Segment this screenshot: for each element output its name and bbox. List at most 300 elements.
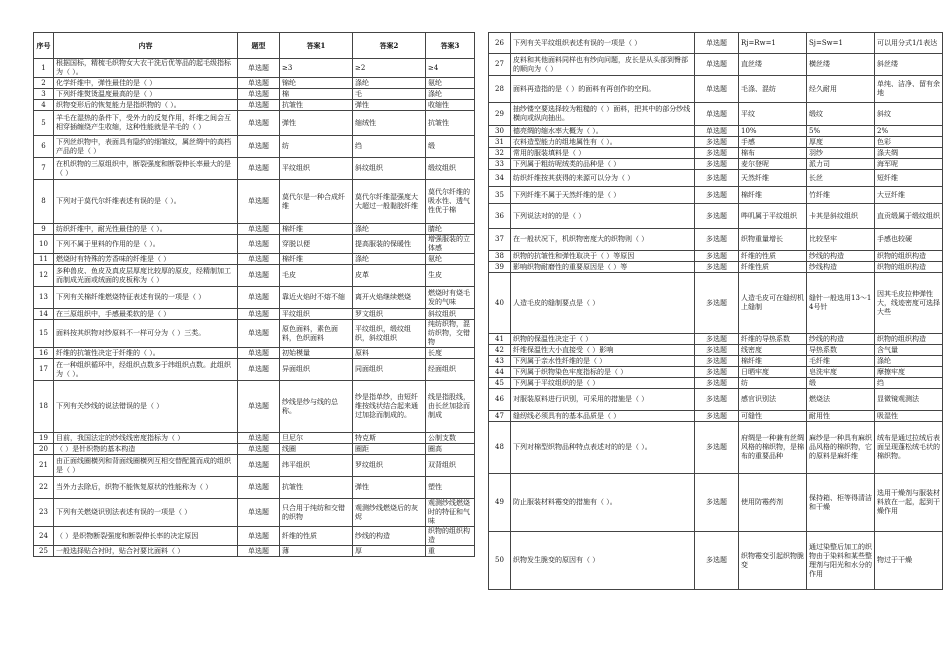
answer-3: 燃烧时有烧毛发的气味 (426, 287, 475, 309)
table-row (489, 103, 943, 126)
table-row (34, 546, 475, 557)
table-row (34, 158, 475, 180)
question-no: 17 (34, 359, 54, 381)
question-no: 2 (34, 78, 54, 89)
answer-1: 平纹组织 (280, 309, 353, 320)
table-row (34, 309, 475, 320)
answer-1: 纤维的性质 (280, 527, 353, 546)
table-row (34, 455, 475, 477)
question-content: 纤维的抗皱性决定于纤维的（ ）。 (54, 348, 238, 359)
answer-2: 离开火焰继续燃烧 (353, 287, 426, 309)
answer-1: 抗皱性 (280, 477, 353, 499)
question-no: 32 (489, 148, 511, 159)
question-content: 抽纱镂空要选择较为粗糙的（ ）面料，把其中的部分纱线横向或纵向抽出。 (511, 103, 695, 126)
answer-1: 纤维的性质 (739, 251, 807, 262)
question-content: （ ）是织物断裂强度和断裂伸长率的决定原因 (54, 527, 238, 546)
table-row (489, 273, 943, 334)
question-no: 3 (34, 89, 54, 100)
question-no: 35 (489, 187, 511, 204)
table-header-row (34, 33, 475, 59)
question-no: 16 (34, 348, 54, 359)
table-row (34, 265, 475, 287)
header-answer-2: 答案2 (353, 33, 426, 59)
table-row (489, 251, 943, 262)
question-no: 36 (489, 204, 511, 229)
answer-1: 天然纤维 (739, 170, 807, 187)
table-row (489, 126, 943, 137)
answer-1: 棉 (280, 89, 353, 100)
answer-2: 罗文组织 (353, 309, 426, 320)
answer-3: 物过于干燥 (875, 532, 943, 590)
answer-1: 手感 (739, 137, 807, 148)
answer-2: 斜纹组织 (353, 158, 426, 180)
table-row (34, 78, 475, 89)
question-type: 多选题 (695, 356, 739, 367)
table-row (489, 137, 943, 148)
question-no: 22 (34, 477, 54, 499)
question-content: 目前，我国法定的纱线线密度指标为（ ） (54, 433, 238, 444)
table-row (489, 367, 943, 378)
question-content: 下列纤维不属于天然纤维的是（ ） (511, 187, 695, 204)
answer-1: 毛皮 (280, 265, 353, 287)
question-type: 单选题 (238, 348, 280, 359)
answer-2: 原料 (353, 348, 426, 359)
answer-1: 初始模量 (280, 348, 353, 359)
question-no: 33 (489, 159, 511, 170)
question-no: 5 (34, 111, 54, 136)
answer-1: 纺 (280, 136, 353, 158)
question-content: 缝纫线必须具有的基本品质是（ ） (511, 411, 695, 422)
answer-3: 摩擦牢度 (875, 367, 943, 378)
answer-2: 圈距 (353, 444, 426, 455)
question-no: 45 (489, 378, 511, 389)
question-content: 下列对棉型织物品种特点表述对的的是（ ）。 (511, 422, 695, 474)
answer-3: 线是指股线，由长丝加捻而制成 (426, 381, 475, 433)
answer-3: 织物的组织构造 (426, 527, 475, 546)
question-type: 单选题 (238, 180, 280, 224)
table-row (489, 229, 943, 251)
question-content: 衣料造型能力的组地属性有（ ）。 (511, 137, 695, 148)
question-type: 单选题 (238, 224, 280, 235)
answer-1: 日晒牢度 (739, 367, 807, 378)
question-no: 29 (489, 103, 511, 126)
question-type: 单选题 (238, 359, 280, 381)
question-content: 下列丝织物中，表面具有隐约的细皱纹，属丝绸中的高档产品的是（ ） (54, 136, 238, 158)
table-row (34, 320, 475, 348)
table-row (34, 89, 475, 100)
table-row (489, 204, 943, 229)
question-type: 单选题 (238, 100, 280, 111)
answer-3: 短纤维 (875, 170, 943, 187)
answer-2: 毛 (353, 89, 426, 100)
question-content: 下列属于亲水性纤维的是（ ） (511, 356, 695, 367)
question-no: 27 (489, 54, 511, 76)
answer-3: 织物的组织构造 (875, 262, 943, 273)
answer-2: 麻纱是一种具有麻织品风格的棉织物，它的原料是麻纤维 (807, 422, 875, 474)
question-content: 下列有关平纹组织表述有误的一项是（ ） (511, 33, 695, 54)
question-table-right (488, 32, 943, 590)
question-no: 37 (489, 229, 511, 251)
question-content: 面料再造指的是（ ）的面料有再创作的空间。 (511, 76, 695, 103)
answer-3: 绒布是通过拉绒后表面呈现蓬松绒毛状的棉织物。 (875, 422, 943, 474)
answer-3: 织物的组织构造 (875, 334, 943, 345)
question-content: 下列属于织物染色牢度指标的是（ ） (511, 367, 695, 378)
question-type: 多选题 (695, 204, 739, 229)
answer-1: 10% (739, 126, 807, 137)
header-content: 内容 (54, 33, 238, 59)
question-type: 单选题 (238, 527, 280, 546)
question-type: 单选题 (238, 136, 280, 158)
question-table-left (33, 32, 475, 557)
answer-3: 涤纶 (426, 89, 475, 100)
question-type: 多选题 (695, 170, 739, 187)
answer-3: 观测纱线燃烧时的特征和气味 (426, 499, 475, 527)
table-row (489, 187, 943, 204)
answer-2: 经久耐用 (807, 76, 875, 103)
question-content: 纺织纤维中，耐光性最佳的是（ ）。 (54, 224, 238, 235)
question-type: 多选题 (695, 229, 739, 251)
answer-3: 吸湿性 (875, 411, 943, 422)
question-content: 常用的服装填料是（ ） (511, 148, 695, 159)
answer-3: 公制支数 (426, 433, 475, 444)
answer-2: 涤纶 (353, 224, 426, 235)
question-type: 单选题 (238, 477, 280, 499)
table-row (489, 54, 943, 76)
answer-3: 增强服装的立体感 (426, 235, 475, 254)
question-no: 34 (489, 170, 511, 187)
answer-3: 长度 (426, 348, 475, 359)
table-row (34, 381, 475, 433)
answer-2: 罗纹组织 (353, 455, 426, 477)
answer-2: 派力司 (807, 159, 875, 170)
answer-3: 氨纶 (426, 78, 475, 89)
answer-1: 纬平组织 (280, 455, 353, 477)
answer-2: 卡其是斜纹组织 (807, 204, 875, 229)
answer-2: 耐用性 (807, 411, 875, 422)
table-row (34, 359, 475, 381)
table-row (489, 411, 943, 422)
question-type: 多选题 (695, 334, 739, 345)
table-row (34, 235, 475, 254)
question-content: 根据国标，精梳毛织物女大衣干洗后优等品的起毛级指标为（ ）。 (54, 59, 238, 78)
answer-2: 皂洗牢度 (807, 367, 875, 378)
table-row (34, 527, 475, 546)
table-row (489, 76, 943, 103)
question-type: 多选题 (695, 273, 739, 334)
question-content: 多种兽皮、鱼皮及真皮层厚度比较厚的原皮，经精制加工而制成光面或绒面的皮板称为（ ） (54, 265, 238, 287)
answer-3: 手感也较硬 (875, 229, 943, 251)
question-content: 纺织纤维按其获得的来源可以分为（ ） (511, 170, 695, 187)
question-type: 单选题 (238, 444, 280, 455)
question-no: 47 (489, 411, 511, 422)
answer-3: 涤夫绸 (875, 148, 943, 159)
answer-3: 色彩 (875, 137, 943, 148)
answer-3: ≥4 (426, 59, 475, 78)
question-type: 单选题 (238, 309, 280, 320)
table-row (34, 348, 475, 359)
answer-1: 棉布 (739, 148, 807, 159)
answer-1: 织物重量增长 (739, 229, 807, 251)
answer-3: 氨纶 (426, 254, 475, 265)
question-type: 单选题 (238, 59, 280, 78)
question-content: （ ）是针织物的基本构造 (54, 444, 238, 455)
answer-2: 同面组织 (353, 359, 426, 381)
answer-1: 毛涤、混纺 (739, 76, 807, 103)
answer-3: 经面组织 (426, 359, 475, 381)
question-no: 1 (34, 59, 54, 78)
answer-1: 异面组织 (280, 359, 353, 381)
answer-2: 纱线的构造 (807, 334, 875, 345)
header-type: 题型 (238, 33, 280, 59)
question-content: 在一种组织循环中，经组织点数多于纬组织点数。此组织为（ ）。 (54, 359, 238, 381)
answer-2: 纱线的构造 (807, 251, 875, 262)
question-type: 单选题 (238, 89, 280, 100)
table-row (489, 159, 943, 170)
table-row (489, 345, 943, 356)
answer-1: 旦尼尔 (280, 433, 353, 444)
question-table-right-body (489, 33, 943, 590)
question-type: 多选题 (695, 411, 739, 422)
answer-3: 纯纺织物，混纺织物，交错物 (426, 320, 475, 348)
question-content: 下列有关燃烧识别法表述有误的一项是（ ） (54, 499, 238, 527)
question-content: 在机织物的三原组织中，断裂强度和断裂伸长率最大的是（ ） (54, 158, 238, 180)
question-no: 12 (34, 265, 54, 287)
question-type: 多选题 (695, 137, 739, 148)
question-type: 多选题 (695, 474, 739, 532)
table-row (489, 170, 943, 187)
answer-1: 直丝缕 (739, 54, 807, 76)
answer-1: ≥3 (280, 59, 353, 78)
question-type: 单选题 (238, 381, 280, 433)
answer-1: 只合用于纯纺和交错的织物 (280, 499, 353, 527)
answer-3: 缎纹组织 (426, 158, 475, 180)
table-row (34, 59, 475, 78)
question-content: 影响织物耐磨性的重要原因是（ ）等 (511, 262, 695, 273)
answer-3: 收缩性 (426, 100, 475, 111)
header-answer-3: 答案3 (426, 33, 475, 59)
question-no: 30 (489, 126, 511, 137)
answer-3: 抗皱性 (426, 111, 475, 136)
question-no: 14 (34, 309, 54, 320)
answer-1: 薄 (280, 546, 353, 557)
answer-2: 纱线构造 (807, 262, 875, 273)
question-no: 23 (34, 499, 54, 527)
answer-1: 使用防霉药剂 (739, 474, 807, 532)
answer-1: 弹性 (280, 111, 353, 136)
answer-1: 人造毛皮可在缝纫机上缝制 (739, 273, 807, 334)
question-no: 26 (489, 33, 511, 54)
answer-2: 涤纶 (353, 254, 426, 265)
question-content: 对服装原料进行识别，可采用的措施是（ ） (511, 389, 695, 411)
header-answer-1: 答案1 (280, 33, 353, 59)
answer-2: 5% (807, 126, 875, 137)
question-content: 在一般状况下，机织物密度大的织物则（ ） (511, 229, 695, 251)
answer-2: Sj=Sw=1 (807, 33, 875, 54)
question-type: 多选题 (695, 251, 739, 262)
question-content: 人造毛皮的缝制要点是（ ） (511, 273, 695, 334)
table-row (34, 180, 475, 224)
question-no: 43 (489, 356, 511, 367)
table-row (34, 287, 475, 309)
question-content: 织物变形后的恢复能力是指织物的（ ）。 (54, 100, 238, 111)
answer-3: 斜丝缕 (875, 54, 943, 76)
question-type: 单选题 (695, 76, 739, 103)
question-content: 下列说法对的的是（ ） (511, 204, 695, 229)
question-content: 面料按其织物对纱原料不一样可分为（ ）三类。 (54, 320, 238, 348)
question-type: 多选题 (695, 159, 739, 170)
question-no: 25 (34, 546, 54, 557)
answer-3: 因其毛皮拉伸弹性大，线迹密度可选择大些 (875, 273, 943, 334)
answer-2: 缎 (807, 378, 875, 389)
table-row (489, 532, 943, 590)
answer-1: 莫代尔是一种合成纤维 (280, 180, 353, 224)
question-content: 下列不属于里料的作用的是（ ）。 (54, 235, 238, 254)
answer-1: 感官识别法 (739, 389, 807, 411)
answer-3: 莫代尔纤维的吸水性、透气性优于棉 (426, 180, 475, 224)
answer-2: 弹性 (353, 100, 426, 111)
answer-2: 特克斯 (353, 433, 426, 444)
table-row (34, 254, 475, 265)
question-type: 单选题 (238, 546, 280, 557)
question-content: 防止服装材料霉变的措施有（ ）。 (511, 474, 695, 532)
question-no: 7 (34, 158, 54, 180)
answer-3: 显微镜观测法 (875, 389, 943, 411)
answer-1: 棉纤维 (280, 224, 353, 235)
question-type: 单选题 (238, 320, 280, 348)
table-row (34, 444, 475, 455)
answer-2: 导热系数 (807, 345, 875, 356)
question-content: 一般选择贴合衬时，贴合衬要比面料（ ） (54, 546, 238, 557)
question-no: 19 (34, 433, 54, 444)
answer-3: 绉 (875, 378, 943, 389)
question-type: 多选题 (695, 422, 739, 474)
answer-3: 直贡缎属于缎纹组织 (875, 204, 943, 229)
answer-2: 观测纱线燃烧后的灰烬 (353, 499, 426, 527)
header-no: 序号 (34, 33, 54, 59)
question-content: 燃烧时有特殊的芳香味的纤维是（ ） (54, 254, 238, 265)
question-content: 下列纤维熨烫温度最高的是（ ） (54, 89, 238, 100)
answer-1: 纤维性质 (739, 262, 807, 273)
answer-1: 靠近火焰时不熔不缩 (280, 287, 353, 309)
answer-3: 重 (426, 546, 475, 557)
question-content: 下列对于莫代尔纤维表述有误的是（ ）。 (54, 180, 238, 224)
answer-2: 纱是指单纱，由短纤维按线状结合起来通过加捻而制成的。 (353, 381, 426, 433)
answer-1: 府绸是一种兼有丝绸风格的棉织物，是棉布的重要品种 (739, 422, 807, 474)
answer-2: 毛纤维 (807, 356, 875, 367)
question-type: 单选题 (695, 126, 739, 137)
question-type: 多选题 (695, 187, 739, 204)
question-no: 44 (489, 367, 511, 378)
question-type: 多选题 (695, 389, 739, 411)
question-no: 38 (489, 251, 511, 262)
question-type: 单选题 (238, 158, 280, 180)
question-content: 皮料和其他面料同样也有纱向问题，皮长是从头部到臀部的顺向为（ ） (511, 54, 695, 76)
question-no: 28 (489, 76, 511, 103)
answer-3: 斜纹组织 (426, 309, 475, 320)
answer-2: 莫代尔纤维湿强度大大超过一般黏胶纤维 (353, 180, 426, 224)
answer-1: 织物霉变引起织物脆变 (739, 532, 807, 590)
table-row (489, 262, 943, 273)
table-row (34, 224, 475, 235)
answer-3: 双背组织 (426, 455, 475, 477)
answer-1: 穿脱以便 (280, 235, 353, 254)
answer-2: 长丝 (807, 170, 875, 187)
question-content: 羊毛在湿热的条件下，受外力的反复作用，纤维之间会互相穿插缠绕产生收缩，这种性能就是羊毛的（ ） (54, 111, 238, 136)
answer-1: 麦尔登呢 (739, 159, 807, 170)
question-no: 46 (489, 389, 511, 411)
question-no: 20 (34, 444, 54, 455)
table-row (489, 378, 943, 389)
answer-1: 纤维的导热系数 (739, 334, 807, 345)
answer-2: 厚度 (807, 137, 875, 148)
question-type: 单选题 (238, 111, 280, 136)
answer-3: 单纯、洁净、留有余地 (875, 76, 943, 103)
question-no: 41 (489, 334, 511, 345)
answer-2: 皮革 (353, 265, 426, 287)
answer-3: 大豆纤维 (875, 187, 943, 204)
question-content: 德亮绸的缩水率大概为（ ）。 (511, 126, 695, 137)
answer-2: 提高服装的保暖性 (353, 235, 426, 254)
answer-2: 横丝缕 (807, 54, 875, 76)
question-no: 39 (489, 262, 511, 273)
table-row (489, 148, 943, 159)
question-type: 单选题 (695, 54, 739, 76)
answer-3: 选用干燥剂与服装材料放在一起，起到干燥作用 (875, 474, 943, 532)
question-type: 单选题 (238, 499, 280, 527)
answer-1: 线圈 (280, 444, 353, 455)
table-row (34, 136, 475, 158)
answer-1: 可缝性 (739, 411, 807, 422)
answer-1: Rj=Rw=1 (739, 33, 807, 54)
answer-1: 棉纤维 (739, 356, 807, 367)
question-no: 9 (34, 224, 54, 235)
question-type: 单选题 (238, 455, 280, 477)
answer-2: 弹性 (353, 477, 426, 499)
question-no: 10 (34, 235, 54, 254)
question-no: 21 (34, 455, 54, 477)
question-no: 4 (34, 100, 54, 111)
answer-2: 纱线的构造 (353, 527, 426, 546)
answer-3: 2% (875, 126, 943, 137)
answer-2: 缝针一般选用13～14号针 (807, 273, 875, 334)
answer-3: 塑性 (426, 477, 475, 499)
answer-1: 抗皱性 (280, 100, 353, 111)
question-no: 49 (489, 474, 511, 532)
answer-2: 羽纱 (807, 148, 875, 159)
question-content: 下列属于粗纺呢绒类的品种是（ ） (511, 159, 695, 170)
answer-1: 纺 (739, 378, 807, 389)
answer-2: 缩绒性 (353, 111, 426, 136)
question-type: 单选题 (695, 33, 739, 54)
answer-3: 腈纶 (426, 224, 475, 235)
question-type: 单选题 (238, 254, 280, 265)
question-no: 13 (34, 287, 54, 309)
table-row (34, 499, 475, 527)
question-type: 单选题 (238, 265, 280, 287)
question-type: 多选题 (695, 367, 739, 378)
question-no: 24 (34, 527, 54, 546)
table-row (489, 474, 943, 532)
answer-3: 海军呢 (875, 159, 943, 170)
answer-2: 通过染整后加工的织物由于染料和某些整理剂与阳光和水分的作用 (807, 532, 875, 590)
answer-2: ≥2 (353, 59, 426, 78)
question-type: 单选题 (238, 433, 280, 444)
answer-2: 平纹组织，缎纹组织，斜纹组织 (353, 320, 426, 348)
answer-3: 涤纶 (875, 356, 943, 367)
table-row (489, 422, 943, 474)
table-row (489, 33, 943, 54)
table-row (34, 477, 475, 499)
